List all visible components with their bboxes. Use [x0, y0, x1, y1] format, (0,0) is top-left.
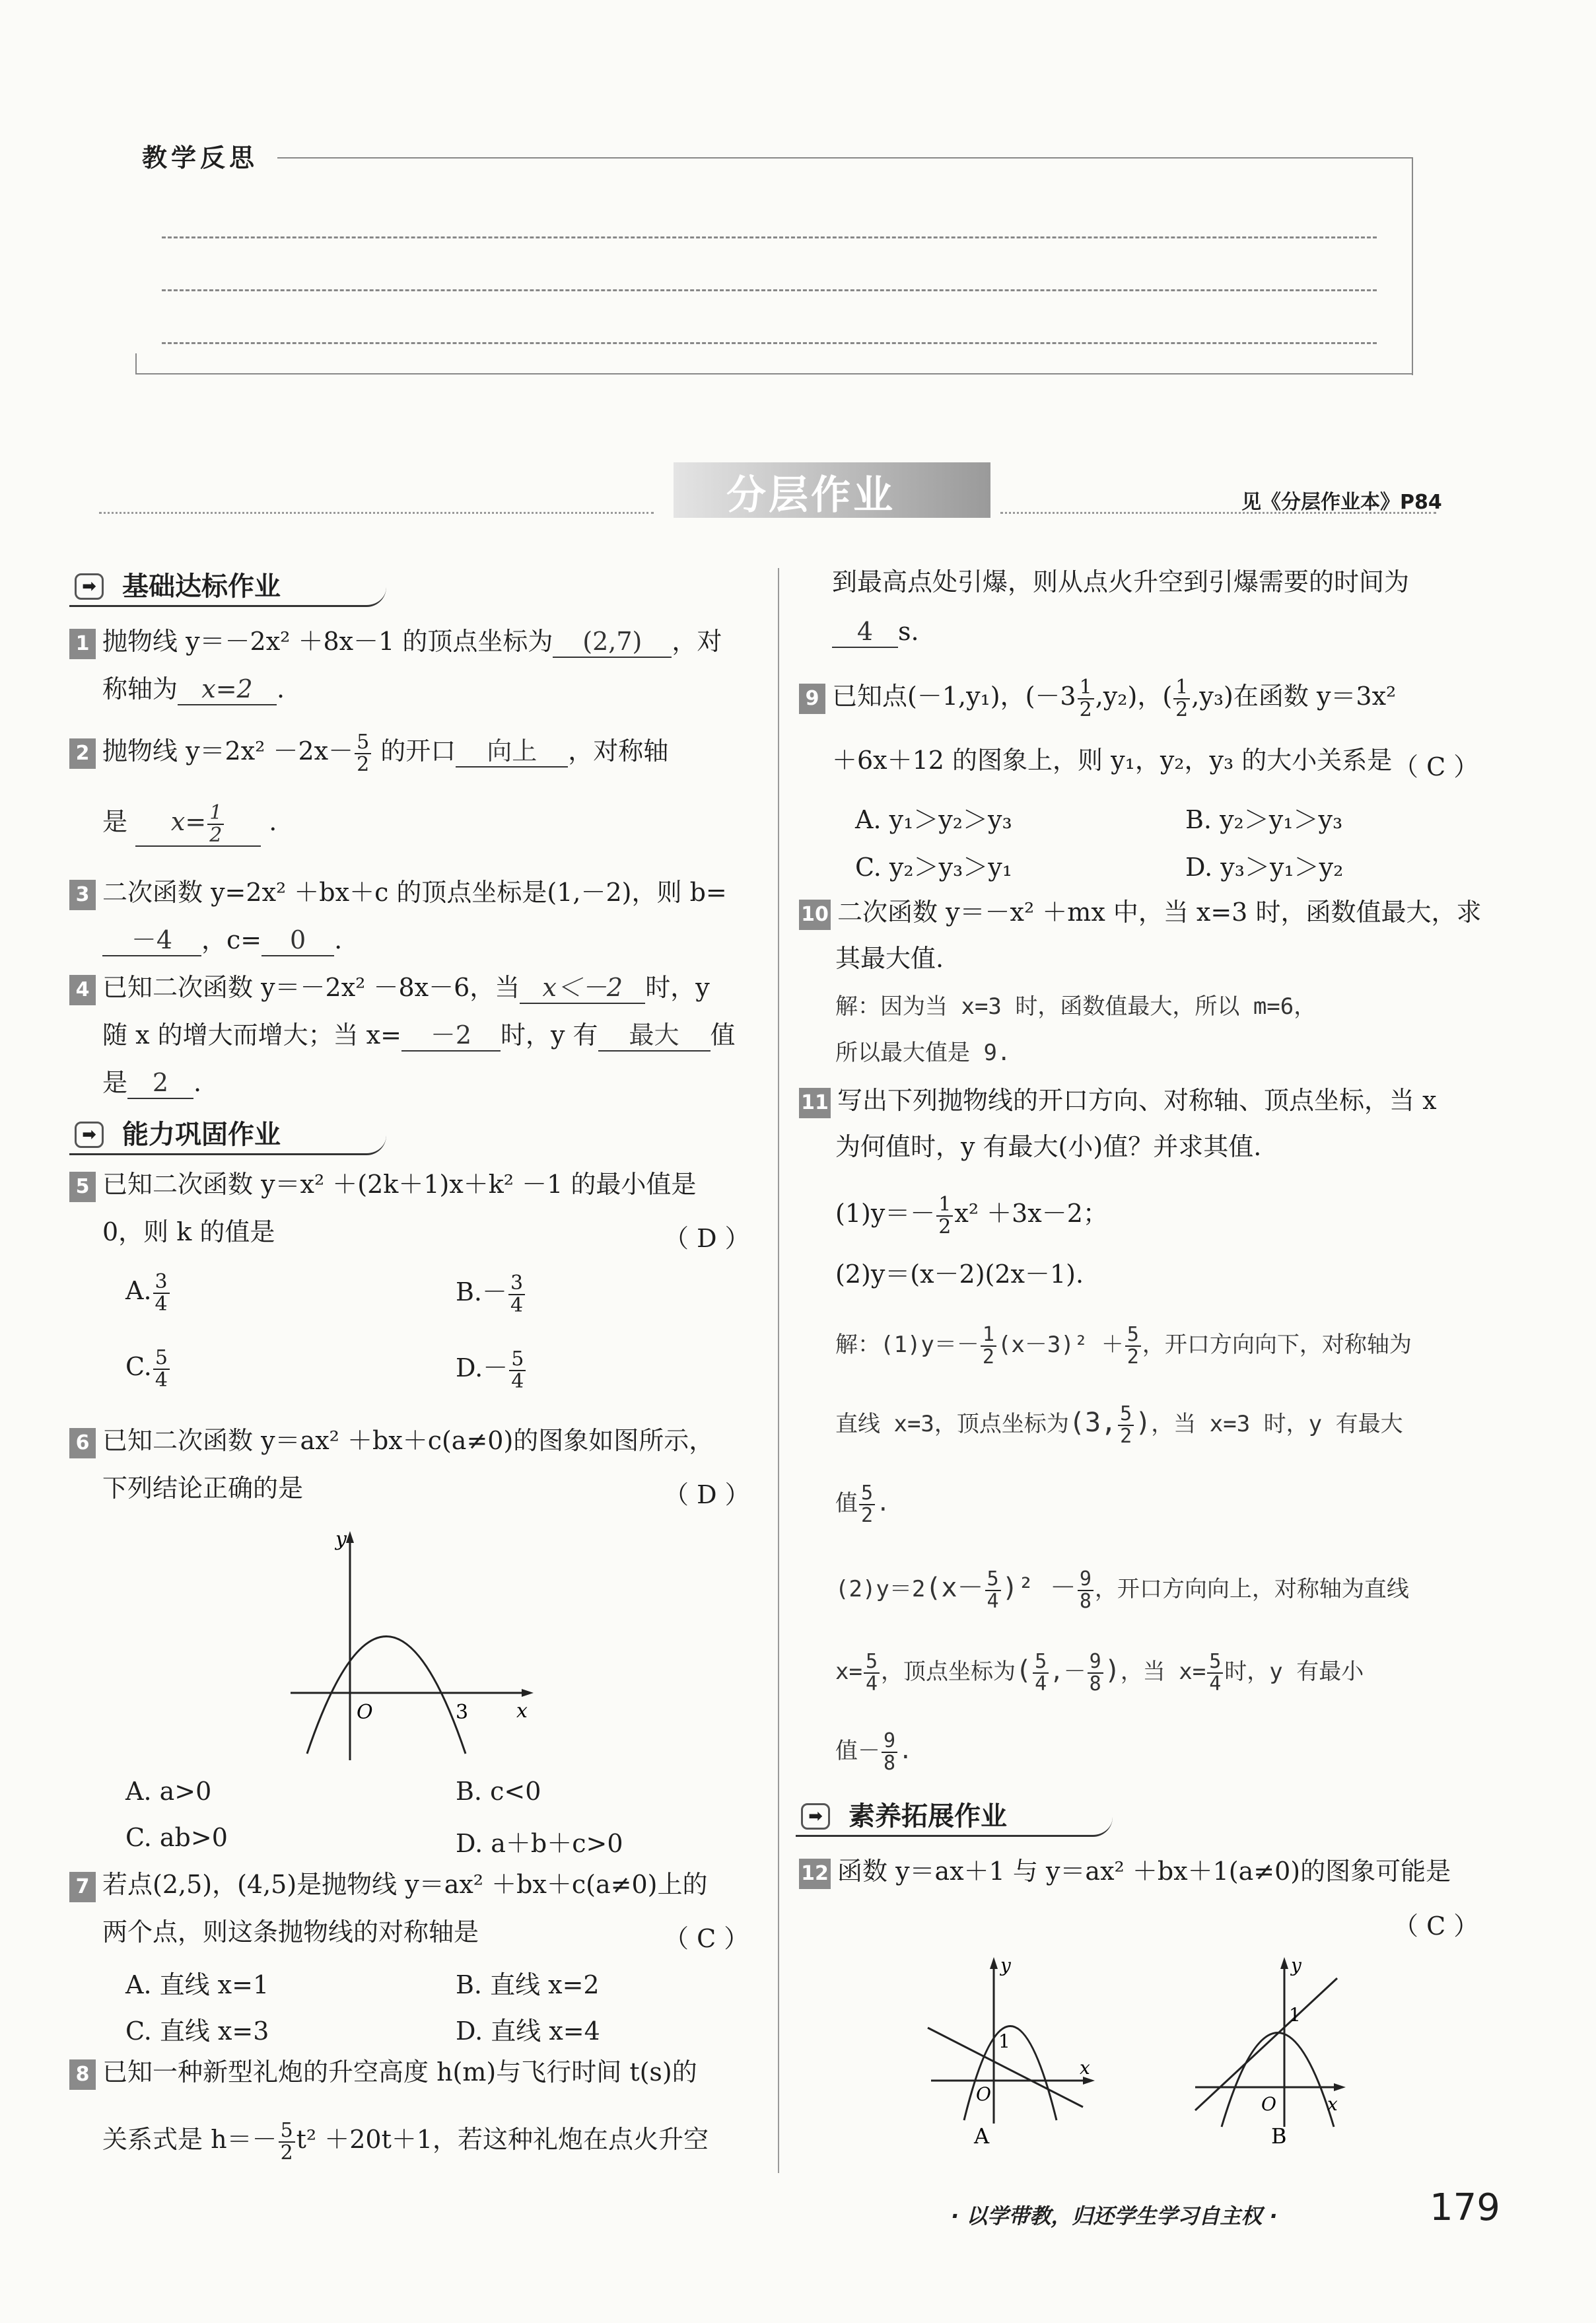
question-4-cont2: 是 2 .	[102, 1069, 201, 1099]
question-10: 10 二次函数 y＝－x² ＋mx 中，当 x=3 时，函数值最大，求	[799, 898, 1481, 930]
answer-blank[interactable]: 2	[127, 1069, 193, 1099]
question-9: 9 已知点(－1,y₁)，(－3 $\frac{1}{2}$ ,y₂)，( $\frac{1}{2}$ ,y₃)在函数 y＝3x²	[799, 677, 1396, 720]
option-b[interactable]: B. y₂＞y₁＞y₃	[1185, 805, 1343, 834]
option-d[interactable]: D. y₃＞y₁＞y₂	[1185, 853, 1344, 882]
parabola-graph	[277, 1526, 541, 1770]
question-3-cont: －4 ，c= 0 .	[102, 926, 342, 956]
option-a[interactable]: A. $\frac{3}{4}$	[125, 1271, 171, 1314]
answer-blank[interactable]: 4	[832, 618, 898, 648]
option-b[interactable]: B. c<0	[456, 1777, 541, 1806]
question-number: 6	[69, 1428, 96, 1458]
page-number: 179	[1430, 2186, 1500, 2229]
question-9-cont: ＋6x＋12 的图象上，则 y₁，y₂，y₃ 的大小关系是	[832, 746, 1393, 775]
question-number: 9	[799, 684, 825, 714]
column-divider	[778, 568, 779, 2173]
solution-line: 解：因为当 x=3 时，函数值最大，所以 m=6，	[835, 993, 1317, 1020]
question-2: 2 抛物线 y＝2x² －2x－ $\frac{5}{2}$ 的开口 向上 ，对称轴	[69, 732, 668, 775]
graph-option-a[interactable]	[918, 1952, 1109, 2150]
svg-text:O: O	[357, 1701, 373, 1724]
svg-text:x: x	[516, 1699, 528, 1723]
banner-title: 分层作业	[726, 472, 895, 518]
question-number: 2	[69, 738, 96, 769]
question-7-cont: 两个点，则这条抛物线的对称轴是	[102, 1917, 479, 1947]
option-c[interactable]: C. y₂＞y₃＞y₁	[855, 853, 1012, 882]
svg-text:y: y	[335, 1528, 347, 1551]
answer-blank[interactable]: (2,7)	[553, 627, 672, 658]
answer-blank[interactable]: 0	[261, 926, 334, 956]
question-4: 4 已知二次函数 y＝－2x² －8x－6，当 x＜－2 时，y	[69, 974, 710, 1005]
question-4-cont: 随 x 的增大而增大；当 x= －2 时，y 有 最大 值	[102, 1021, 736, 1052]
option-c[interactable]: C. $\frac{5}{4}$	[125, 1347, 171, 1390]
answer-blank[interactable]: x=2	[178, 675, 277, 705]
question-number: 11	[799, 1088, 831, 1118]
answer-blank[interactable]: －4	[102, 926, 201, 956]
question-11: 11 写出下列抛物线的开口方向、对称轴、顶点坐标，当 x	[799, 1087, 1437, 1118]
question-1-cont: 称轴为 x=2 .	[102, 675, 285, 705]
reflection-top-line	[277, 157, 1413, 159]
svg-text:O: O	[1261, 2093, 1276, 2115]
answer-choice: （ D ）	[664, 1480, 750, 1509]
answer-blank[interactable]: －2	[401, 1021, 501, 1052]
answer-choice: （ C ）	[1393, 1912, 1479, 1941]
solution-line: 所以最大值是 9.	[835, 1040, 1011, 1066]
option-b[interactable]: B. 直线 x=2	[456, 1970, 600, 1999]
solution-line: 值－ $\frac{9}{8}$ .	[835, 1729, 913, 1775]
question-8-cont: 关系式是 h＝－ $\frac{5}{2}$ t² ＋20t＋1，若这种礼炮在点火升空	[102, 2119, 709, 2164]
banner-left-rule	[99, 512, 654, 514]
answer-choice: （ C ）	[1393, 752, 1479, 781]
answer-choice: （ D ）	[664, 1224, 750, 1253]
question-7: 7 若点(2,5)，(4,5)是抛物线 y＝ax² ＋bx＋c(a≠0)上的	[69, 1871, 707, 1902]
option-c[interactable]: C. 直线 x=3	[125, 2017, 269, 2046]
option-c[interactable]: C. ab>0	[125, 1823, 228, 1852]
question-5-cont: 0，则 k 的值是	[102, 1217, 275, 1246]
question-6: 6 已知二次函数 y＝ax² ＋bx＋c(a≠0)的图象如图所示，	[69, 1427, 714, 1458]
svg-text:x: x	[1327, 2093, 1338, 2115]
solution-line: 解：(1)y＝－ $\frac{1}{2}$ (x－3)² ＋ $\frac{5}{2}$ ，开口方向向下，对称轴为	[835, 1323, 1412, 1369]
section-ability: ➡ 能力巩固作业	[69, 1116, 386, 1155]
writing-line[interactable]	[162, 236, 1377, 238]
question-number: 5	[69, 1172, 96, 1202]
option-b[interactable]: B.－ $\frac{3}{4}$	[456, 1271, 526, 1316]
question-11-part2: (2)y＝(x－2)(2x－1).	[835, 1260, 1084, 1289]
question-11-part1: (1)y＝－ $\frac{1}{2}$ x² ＋3x－2；	[835, 1193, 1108, 1238]
question-2-cont: 是 x= $\frac{1}{2}$ .	[102, 801, 277, 847]
option-a[interactable]: A. y₁＞y₂＞y₃	[855, 805, 1012, 834]
answer-blank[interactable]: x＜－2	[520, 974, 645, 1004]
option-a[interactable]: A. 直线 x=1	[125, 1970, 269, 1999]
question-8-cont3: 4 s.	[832, 618, 919, 648]
reflection-bottom-line	[135, 373, 1413, 375]
question-number: 7	[69, 1872, 96, 1902]
question-3: 3 二次函数 y=2x² ＋bx＋c 的顶点坐标是(1,－2)，则 b=	[69, 878, 727, 910]
reflection-right-line	[1412, 157, 1413, 375]
section-extend: ➡ 素养拓展作业	[796, 1798, 1113, 1837]
question-5: 5 已知二次函数 y＝x² ＋(2k＋1)x＋k² －1 的最小值是	[69, 1170, 696, 1202]
option-d[interactable]: D.－ $\frac{5}{4}$	[456, 1347, 527, 1392]
question-8-cont2: 到最高点处引爆，则从点火升空到引爆需要的时间为	[832, 567, 1410, 596]
question-number: 3	[69, 880, 96, 910]
question-10-cont: 其最大值.	[835, 944, 944, 973]
question-1: 1 抛物线 y＝－2x² ＋8x－1 的顶点坐标为 (2,7) ，对	[69, 627, 722, 659]
banner-ref: 见《分层作业本》P84	[1241, 491, 1442, 514]
option-a[interactable]: A. a>0	[125, 1777, 212, 1806]
graph-option-b[interactable]	[1182, 1952, 1373, 2150]
solution-line: 直线 x=3，顶点坐标为(3, $\frac{5}{2}$ )，当 x=3 时，y 有最大	[835, 1402, 1403, 1448]
question-number: 8	[69, 2059, 96, 2090]
question-6-cont: 下列结论正确的是	[102, 1474, 304, 1503]
question-number: 4	[69, 975, 96, 1005]
arrow-icon: ➡	[801, 1803, 830, 1830]
question-number: 10	[799, 900, 831, 930]
question-8: 8 已知一种新型礼炮的升空高度 h(m)与飞行时间 t(s)的	[69, 2058, 697, 2090]
option-d[interactable]: D. a＋b＋c>0	[456, 1829, 623, 1858]
writing-line[interactable]	[162, 289, 1377, 291]
svg-text:B: B	[1271, 2124, 1287, 2149]
svg-text:x: x	[1080, 2057, 1090, 2079]
reflection-title: 教学反思	[142, 143, 259, 172]
option-d[interactable]: D. 直线 x=4	[456, 2017, 600, 2046]
answer-blank[interactable]: 向上	[456, 737, 568, 768]
answer-blank[interactable]: x= $\frac{1}{2}$	[135, 803, 261, 847]
question-number: 1	[69, 629, 96, 659]
arrow-icon: ➡	[75, 573, 104, 600]
section-basic: ➡ 基础达标作业	[69, 568, 386, 607]
svg-text:3: 3	[456, 1701, 469, 1724]
writing-line[interactable]	[162, 342, 1377, 344]
question-number: 12	[799, 1859, 831, 1889]
solution-line: x= $\frac{5}{4}$ ，顶点坐标为( $\frac{5}{4}$ ,－ $\frac{9}{8}$ )，当 x= $\frac{5}{4}$ 时，y 有最小	[835, 1650, 1364, 1696]
answer-choice: （ C ）	[664, 1924, 749, 1953]
solution-line: 值 $\frac{5}{2}$ .	[835, 1482, 890, 1527]
svg-text:O: O	[976, 2083, 991, 2105]
arrow-icon: ➡	[75, 1122, 104, 1148]
svg-text:1: 1	[998, 2030, 1010, 2052]
svg-text:A: A	[974, 2124, 990, 2149]
svg-text:y: y	[1291, 1954, 1301, 1976]
footer-motto: · 以学带教，归还学生学习自主权 ·	[951, 2203, 1278, 2229]
svg-text:y: y	[1000, 1954, 1011, 1976]
answer-blank[interactable]: 最大	[598, 1021, 711, 1052]
reflection-left-line	[135, 353, 137, 373]
question-11-cont: 为何值时，y 有最大(小)值？并求其值.	[835, 1132, 1262, 1161]
solution-line: (2)y＝2(x－ $\frac{5}{4}$ )² － $\frac{9}{8}$ ，开口方向向上，对称轴为直线	[835, 1567, 1409, 1613]
question-12: 12 函数 y＝ax＋1 与 y＝ax² ＋bx＋1(a≠0)的图象可能是	[799, 1857, 1451, 1889]
svg-text:1: 1	[1289, 2004, 1301, 2026]
